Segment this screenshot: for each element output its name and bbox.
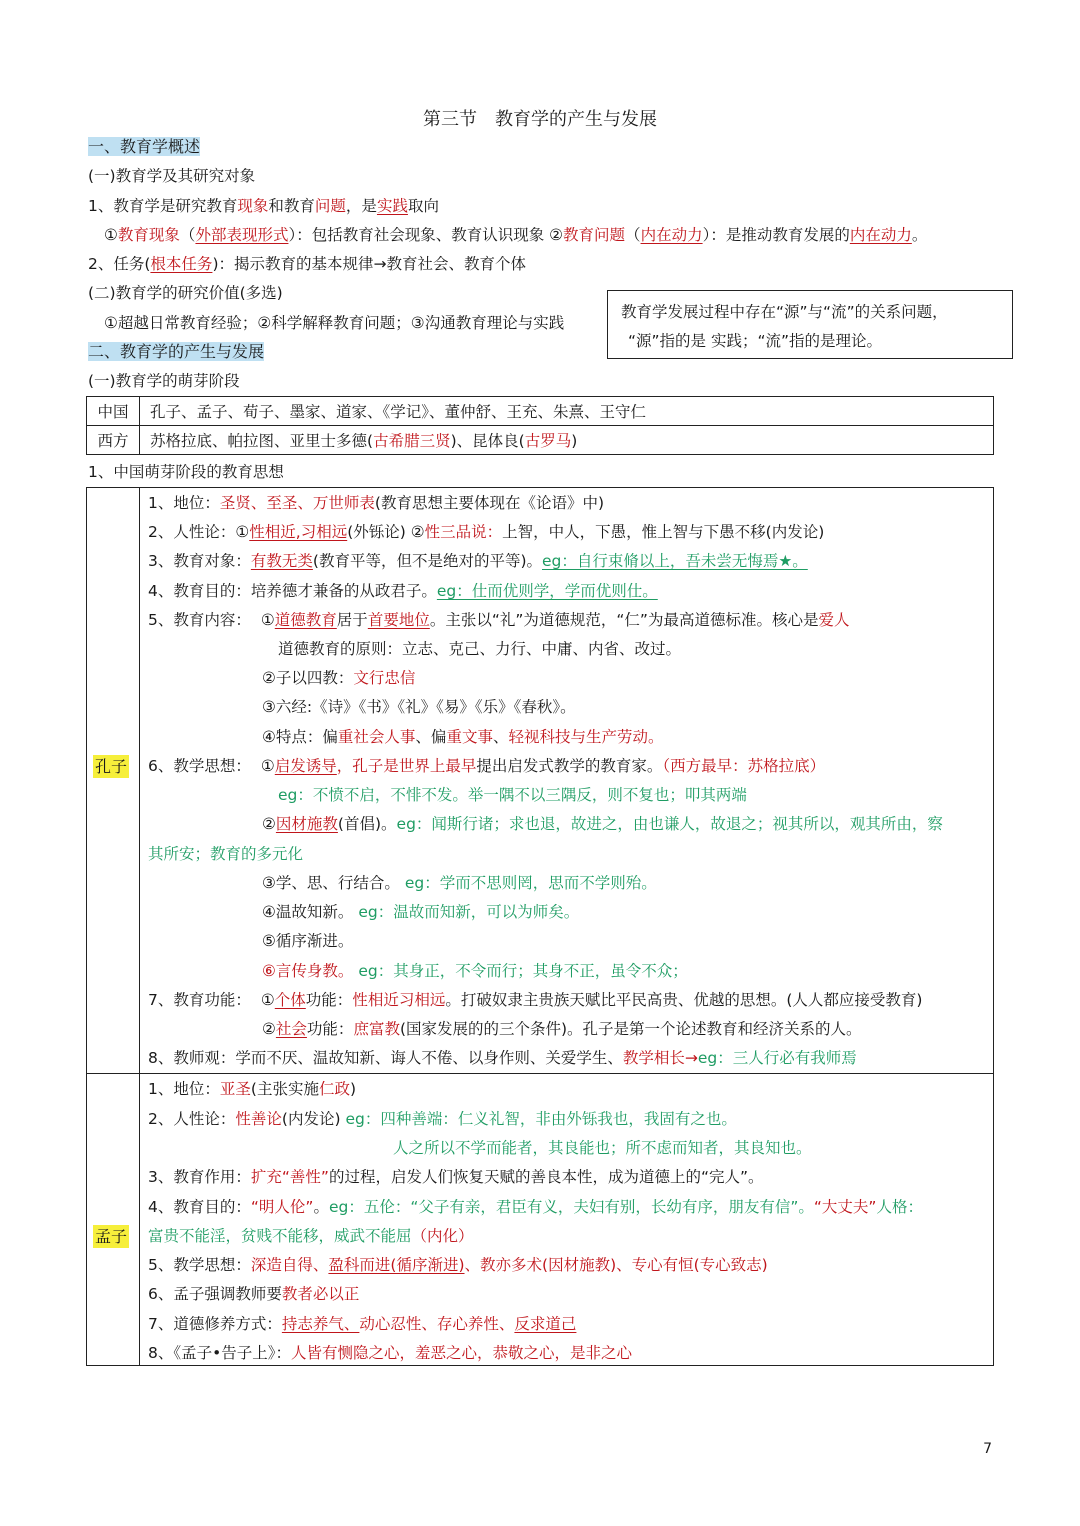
heading-1-text: 一、教育学概述 [88, 137, 201, 156]
teach-by-example: ⑥言传身教。 eg：其身正，不令而行；其身不正，虽令不众； [262, 962, 688, 980]
page-number: 7 [983, 1441, 992, 1457]
section-heading-1 [88, 136, 200, 158]
row-label-west: 西方 [87, 426, 140, 455]
heuristic-example: eg：不愤不启，不悱不发。举一隅不以三隅反，则不复也；叩其两端 [278, 786, 747, 804]
confucius-education-function: 7、教育功能： ①个体功能：性相近习相远。打破奴隶主贵族天赋比平民高贵、优越的思想。(人人都应接受教育) [148, 991, 923, 1009]
definition-line: 1、教育学是研究教育现象和教育问题，是实践取向 [88, 197, 439, 215]
individualized-teaching: ②因材施教(首倡)。eg：闻斯行诸；求也退，故进之，由也谦人，故退之；视其所以，观其所由，察 [262, 815, 943, 833]
callout-line-2: “源”指的是 实践；“流”指的是理论。 [628, 332, 883, 350]
innate-ability-line: 人之所以不学而能者，其良能也；所不虑而知者，其良知也。 [393, 1139, 812, 1157]
subheading-1-1: (一)教育学及其研究对象 [88, 167, 256, 185]
row-value-china: 孔子、孟子、荀子、墨家、道家、《学记》、董仲舒、王充、朱熹、王守仁 [140, 397, 994, 426]
subheading-1-2: (二)教育学的研究价值(多选) [88, 284, 283, 302]
social-function: ②社会功能：庶富教(国家发展的的三个条件)。孔子是第一个论述教育和经济关系的人。 [262, 1020, 862, 1038]
mencius-human-nature: 2、人性论：性善论(内发论) eg：四种善端：仁义礼智，非由外铄我也，我固有之也。 [148, 1110, 737, 1128]
mencius-teacher-requirement: 6、孟子强调教师要教者必以正 [148, 1285, 360, 1303]
mencius-education-role: 3、教育作用：扩充“善性”的过程，启发人们恢复天赋的善良本性，成为道德上的“完人”。 [148, 1168, 764, 1186]
confucius-label: 孔子 [95, 757, 128, 776]
callout-line-1: 教育学发展过程中存在“源”与“流”的关系问题， [621, 303, 948, 321]
learn-think-act: ③学、思、行结合。 eg：学而不思则罔，思而不学则殆。 [262, 874, 657, 892]
mencius-teaching-thought: 5、教学思想：深造自得、盈科而进(循序渐进)、教亦多术(因材施教)、专心有恒(专心致志) [148, 1256, 768, 1274]
mencius-four-hearts: 8、《孟子•告子上》：人皆有恻隐之心，羞恶之心，恭敬之心，是非之心 [148, 1344, 633, 1362]
individualized-teaching-cont: 其所安；教育的多元化 [148, 845, 304, 863]
mencius-status: 1、地位：亚圣(主张实施仁政) [148, 1080, 357, 1098]
confucius-teacher-view: 8、教师观：学而不厌、温故知新、诲人不倦、以身作则、关爱学生、教学相长→eg：三人行必有我师焉 [148, 1049, 857, 1067]
review-old-learn-new: ④温故知新。 eg：温故而知新，可以为师矣。 [262, 903, 580, 921]
moral-education-principles: 道德教育的原则：立志、克己、力行、中庸、内省、改过。 [278, 640, 682, 658]
mencius-education-goal: 4、教育目的：“明人伦”。eg：五伦：“父子有亲，君臣有义，夫妇有别，长幼有序，朋友有信”。“大丈夫”人格： [148, 1198, 923, 1216]
table-row [87, 426, 994, 455]
research-value-line: ①超越日常教育经验；②科学解释教育问题；③沟通教育理论与实践 [104, 314, 565, 332]
four-teachings: ②子以四教：文行忠信 [262, 669, 416, 687]
sprout-stage-table [86, 396, 994, 455]
thinkers-table-row-divider [86, 1073, 994, 1074]
thinkers-table-divider [139, 487, 140, 1366]
page-title: 第三节 教育学的产生与发展 [423, 109, 657, 130]
research-object-line: ①教育现象（外部表现形式）：包括教育社会现象、教育认识现象 ②教育问题（内在动力）：是推动教育发展的内在动力。 [104, 226, 928, 244]
heading-2-text: 二、教育学的产生与发展 [88, 342, 265, 361]
mencius-label: 孟子 [95, 1227, 128, 1246]
confucius-education-object: 3、教育对象：有教无类(教育平等，但不是绝对的平等)。eg：自行束脩以上，吾未尝无悔焉★。 [148, 552, 808, 570]
confucius-human-nature: 2、人性论：①性相近,习相远(外铄论) ②性三品说：上智，中人，下愚，惟上智与下愚不移(内发论) [148, 523, 825, 541]
table-row [87, 397, 994, 426]
confucius-teaching-thought: 6、教学思想： ①启发诱导，孔子是世界上最早提出启发式教学的教育家。（西方最早：苏格拉底） [148, 757, 826, 775]
confucius-education-goal: 4、教育目的：培养德才兼备的从政君子。eg：仕而优则学，学而优则仕。 [148, 582, 658, 600]
section-heading-2 [88, 341, 264, 363]
confucius-status: 1、地位：圣贤、至圣、万世师表(教育思想主要体现在《论语》中) [148, 494, 604, 512]
mencius-moral-cultivation: 7、道德修养方式：持志养气、动心忍性、存心养性、反求道己 [148, 1315, 577, 1333]
task-line: 2、任务(根本任务)：揭示教育的基本规律→教育社会、教育个体 [88, 255, 526, 273]
row-label-china: 中国 [87, 397, 140, 426]
subheading-2-1: (一)教育学的萌芽阶段 [88, 372, 240, 390]
great-man-qualities: 富贵不能淫，贫贱不能移，威武不能屈（内化） [148, 1227, 474, 1245]
content-features: ④特点：偏重社会人事、偏重文事、轻视科技与生产劳动。 [262, 728, 664, 746]
source-stream-callout [607, 290, 1013, 359]
subheading-2-2: 1、中国萌芽阶段的教育思想 [88, 463, 284, 481]
confucius-education-content: 5、教育内容： ①道德教育居于首要地位。主张以“礼”为道德规范，“仁”为最高道德标准。核心是爱人 [148, 611, 850, 629]
row-value-west: 苏格拉底、帕拉图、亚里士多德(古希腊三贤)、昆体良(古罗马) [140, 426, 994, 455]
six-classics: ③六经:《诗》《书》《礼》《易》《乐》《春秋》。 [262, 698, 576, 716]
step-by-step: ⑤循序渐进。 [262, 932, 354, 950]
